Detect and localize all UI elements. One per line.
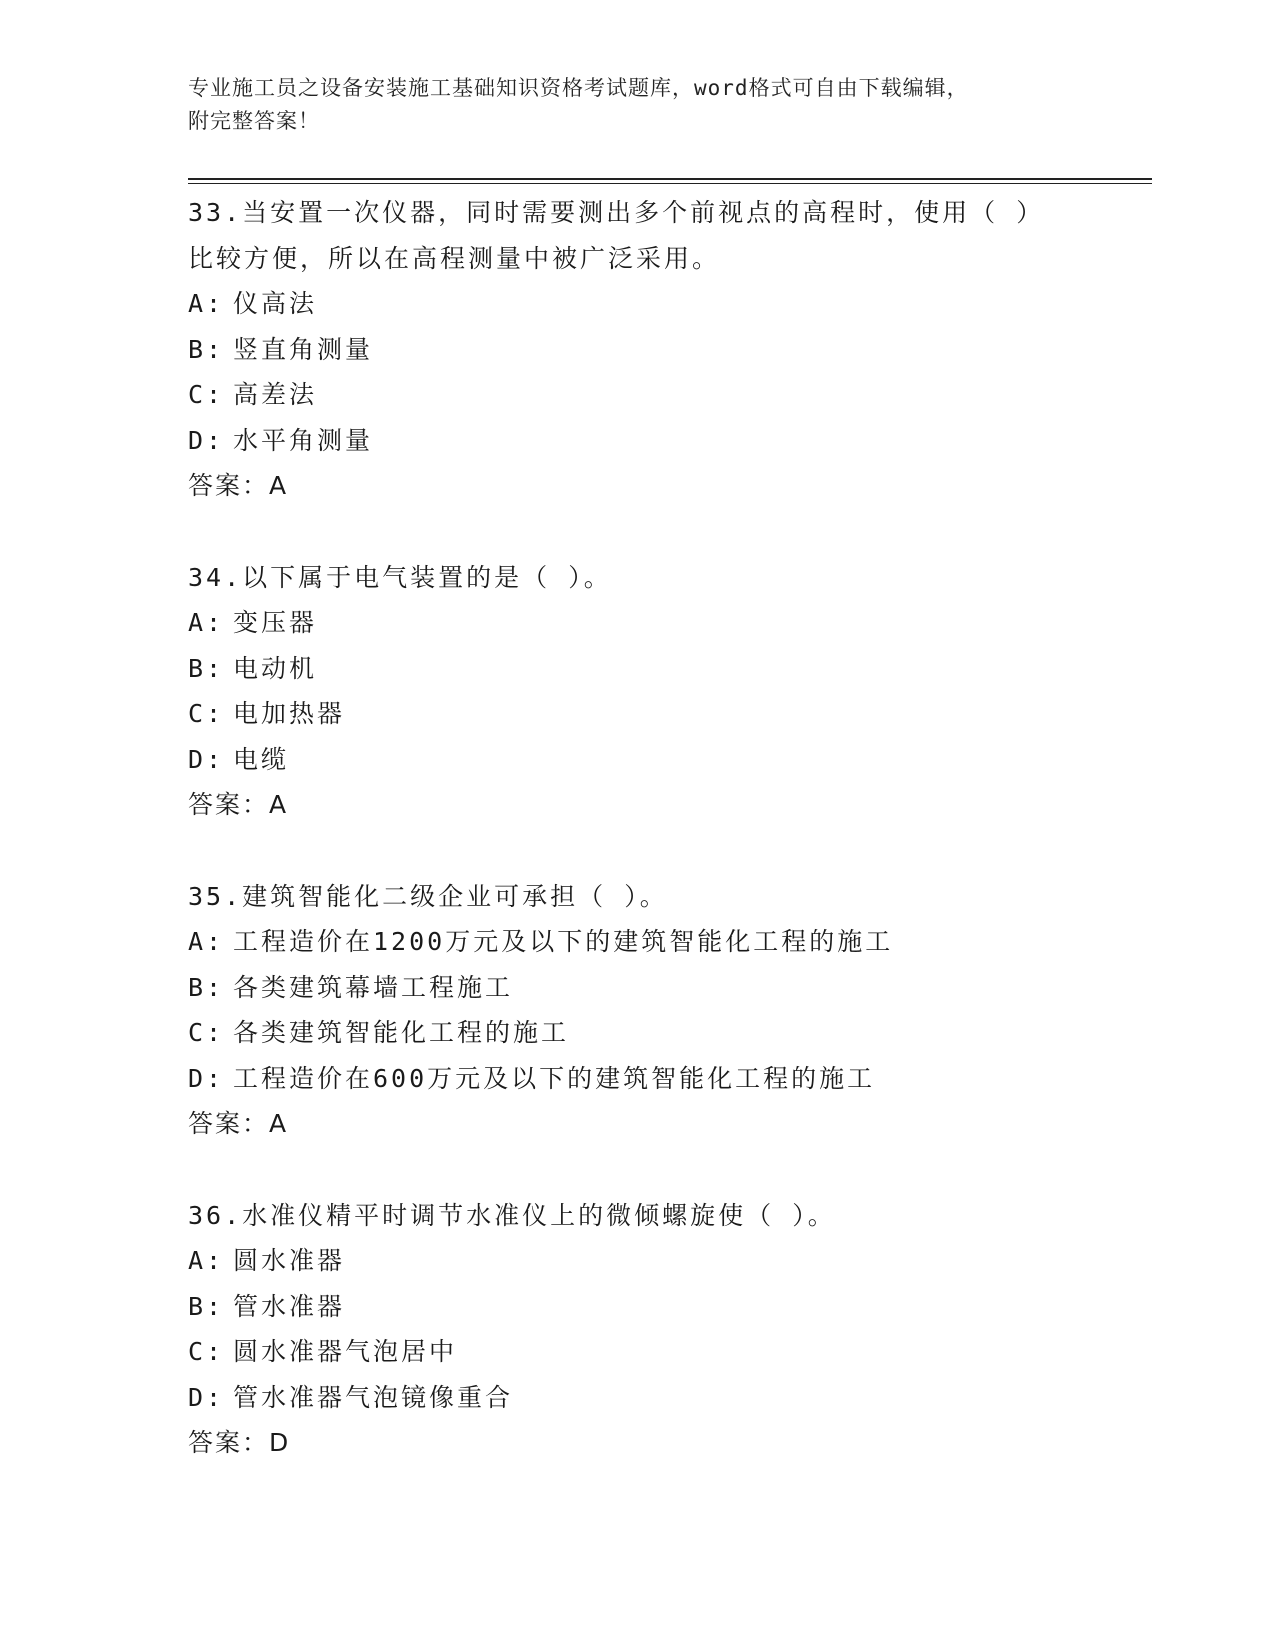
option-c: [188, 1329, 1088, 1375]
option-text: 圆水准器气泡居中: [233, 1337, 458, 1366]
option-text: 工程造价在600万元及以下的建筑智能化工程的施工: [233, 1063, 876, 1093]
answer: 答案：A: [188, 1109, 289, 1138]
option-key: B:: [188, 1291, 225, 1321]
question-stem: 36.水准仪精平时调节水准仪上的微倾螺旋使（ ）。: [188, 1200, 836, 1230]
option-text: 电加热器: [233, 699, 346, 728]
option-key: C:: [188, 1337, 225, 1366]
option-key: B:: [188, 653, 225, 683]
answer: 答案：A: [188, 790, 289, 819]
header-line-1: 专业施工员之设备安装施工基础知识资格考试题库，word格式可自由下载编辑，: [188, 76, 969, 100]
question-stem: 35.建筑智能化二级企业可承担（ ）。: [188, 881, 668, 911]
option-text: 管水准器: [233, 1291, 346, 1321]
option-c: [188, 1010, 1088, 1056]
option-d: [188, 1056, 1088, 1102]
question-stem-continued: 比较方便，所以在高程测量中被广泛采用。: [188, 243, 721, 273]
answer: 答案：D: [188, 1428, 291, 1457]
option-c: [188, 372, 1088, 418]
option-d: [188, 737, 1088, 783]
option-key: B:: [188, 334, 225, 364]
question-stem: 33.当安置一次仪器，同时需要测出多个前视点的高程时，使用（ ）: [188, 198, 1045, 227]
option-key: B:: [188, 972, 225, 1002]
option-b: [188, 327, 1088, 373]
option-d: [188, 1375, 1088, 1421]
option-text: 圆水准器: [233, 1246, 346, 1275]
header-divider-thin: [188, 183, 1152, 184]
document-header: [188, 72, 1068, 138]
option-text: 竖直角测量: [233, 334, 374, 364]
option-text: 电缆: [233, 744, 290, 774]
option-text: 变压器: [233, 608, 318, 637]
option-key: C:: [188, 1018, 225, 1047]
option-key: D:: [188, 425, 225, 455]
option-text: 仪高法: [233, 289, 318, 318]
option-text: 电动机: [233, 653, 318, 683]
option-key: D:: [188, 744, 225, 774]
option-a: [188, 600, 1088, 646]
option-key: A:: [188, 927, 225, 956]
option-a: [188, 281, 1088, 327]
option-key: C:: [188, 699, 225, 728]
option-text: 管水准器气泡镜像重合: [233, 1382, 514, 1412]
option-b: [188, 1284, 1088, 1330]
option-key: A:: [188, 289, 225, 318]
option-c: [188, 691, 1088, 737]
question-33: [188, 190, 1088, 509]
option-key: D:: [188, 1382, 225, 1412]
option-text: 水平角测量: [233, 425, 374, 455]
question-34: [188, 555, 1088, 828]
question-stem: 34.以下属于电气装置的是（ ）。: [188, 562, 612, 592]
question-35: [188, 874, 1088, 1147]
option-text: 工程造价在1200万元及以下的建筑智能化工程的施工: [233, 927, 894, 956]
option-d: [188, 418, 1088, 464]
option-text: 高差法: [233, 380, 318, 409]
option-key: D:: [188, 1063, 225, 1093]
option-text: 各类建筑智能化工程的施工: [233, 1018, 570, 1047]
option-b: [188, 646, 1088, 692]
option-b: [188, 965, 1088, 1011]
option-a: [188, 919, 1088, 965]
option-a: [188, 1238, 1088, 1284]
option-key: A:: [188, 1246, 225, 1275]
option-key: C:: [188, 380, 225, 409]
header-line-2: 附完整答案！: [188, 109, 320, 133]
option-text: 各类建筑幕墙工程施工: [233, 972, 514, 1002]
option-key: A:: [188, 608, 225, 637]
question-36: [188, 1193, 1088, 1466]
question-list: [188, 190, 1088, 1512]
answer: 答案：A: [188, 471, 289, 500]
header-divider-thick: [188, 178, 1152, 180]
